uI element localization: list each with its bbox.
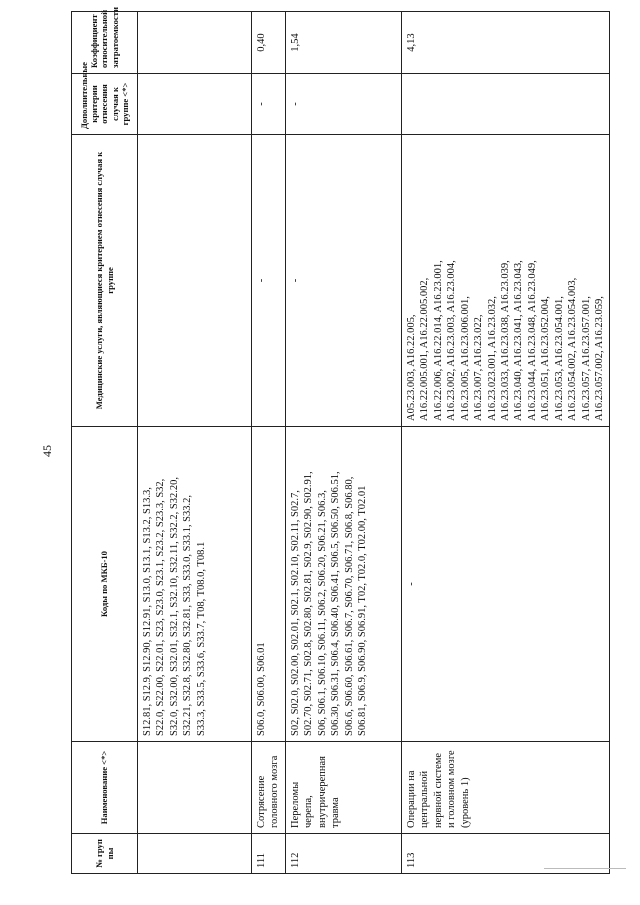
svc-line: A16.23.007, A16.23.022, <box>473 314 485 421</box>
page-number: 45 <box>40 445 54 457</box>
icd-line: S06, S06.1, S06.10, S06.11, S06.2, S06.20, S06.21, S06.3, <box>316 490 328 736</box>
header-additional-criteria: Дополнительные критерии отнесения случая к группе <*> <box>72 74 138 135</box>
table-grid <box>71 7 610 874</box>
cell-additional-criteria <box>138 74 252 135</box>
icd-line: - <box>405 582 417 586</box>
cell-cost-coefficient: 0,40 <box>252 12 286 74</box>
cell-group-number: 111 <box>252 834 286 874</box>
cell-name <box>138 742 252 834</box>
cell-group-number: 113 <box>401 834 610 874</box>
svc-line: A16.23.005, A16.23.006.001, <box>459 296 471 421</box>
svc-line: A16.22.006, A16.22.014, A16.23.001, <box>432 260 444 421</box>
header-icd-codes: Коды по МКБ-10 <box>72 427 138 742</box>
svc-line: A16.23.023.001, A16.23.032, <box>486 296 498 421</box>
cell-medical-services <box>401 135 610 427</box>
cell-icd-codes <box>252 427 286 742</box>
cell-icd-codes <box>285 427 401 742</box>
cell-medical-services <box>138 135 252 427</box>
icd-line: S33.3, S33.5, S33.6, S33.7, T08, T08.0, T08.1 <box>195 541 207 736</box>
svc-line: A16.23.040, A16.23.041, A16.23.043, <box>513 260 525 421</box>
icd-line: S06.0, S06.00, S06.01 <box>256 642 267 736</box>
svc-line: A16.23.033, A16.23.038, A16.23.039, <box>499 260 511 421</box>
table-row-group-111 <box>252 12 286 874</box>
icd-line: S06.81, S06.9, S06.90, S06.91, T02, T02.0, T02.00, T02.01 <box>357 485 369 736</box>
svc-line: A16.23.044, A16.23.048, A16.23.049, <box>526 260 538 421</box>
icd-line: S32.0, S32.00, S32.01, S32.1, S32.10, S32.11, S32.2, S32.20, <box>168 477 180 736</box>
table-row-group-113 <box>401 12 610 874</box>
header-group-number: № груп пы <box>72 834 138 874</box>
cell-name: Операции на центральной нервной системе и головном мозге (уровень 1) <box>401 742 610 834</box>
icd-line: S06.30, S06.31, S06.4, S06.40, S06.41, S06.5, S06.50, S06.51, <box>330 471 342 736</box>
svc-line: A16.23.057.002, A16.23.059, <box>594 296 605 421</box>
svc-line: - <box>289 278 301 283</box>
svc-line: A16.23.051, A16.23.052.004, <box>540 296 552 421</box>
cell-icd-codes <box>401 427 610 742</box>
tariff-groups-table <box>71 7 605 874</box>
svc-line: A16.22.005.001, A16.22.005.002, <box>419 277 431 421</box>
icd-line: S06.6, S06.60, S06.61, S06.7, S06.70, S06.71, S06.8, S06.80, <box>343 476 355 736</box>
page-edge-rule <box>544 868 626 869</box>
icd-line: S12.81, S12.9, S12.90, S12.91, S13.0, S13.1, S13.2, S13.3, <box>142 487 153 736</box>
table-row-continuation <box>138 12 252 874</box>
svc-line: A16.23.002, A16.23.003, A16.23.004, <box>446 260 458 421</box>
cell-additional-criteria: - <box>285 74 401 135</box>
svc-line: A05.23.003, A16.22.005, <box>405 314 417 421</box>
cell-name: Сотрясение головного мозга <box>252 742 286 834</box>
svc-line: - <box>256 278 267 283</box>
icd-line: S22.0, S22.00, S22.01, S23, S23.0, S23.1, S23.2, S23.3, S32, <box>155 478 167 736</box>
icd-line: S02.70, S02.71, S02.8, S02.80, S02.81, S02.9, S02.90, S02.91, <box>303 471 315 736</box>
svc-line: A16.23.054.002, A16.23.054.003, <box>567 277 579 421</box>
icd-line: S32.21, S32.8, S32.80, S32.81, S33, S33.0, S33.1, S33.2, <box>182 495 194 736</box>
header-cost-coefficient: Коэффициент относительной затратоемкости <box>72 12 138 74</box>
cell-group-number: 112 <box>285 834 401 874</box>
header-medical-services: Медицинские услуги, являющиеся критерием отнесения случая к группе <box>72 135 138 427</box>
cell-cost-coefficient: 1,54 <box>285 12 401 74</box>
cell-medical-services <box>252 135 286 427</box>
cell-additional-criteria: - <box>252 74 286 135</box>
header-name: Наименование <*> <box>72 742 138 834</box>
svc-line: A16.23.057, A16.23.057.001, <box>580 296 592 421</box>
cell-additional-criteria <box>401 74 610 135</box>
cell-group-number <box>138 834 252 874</box>
cell-icd-codes <box>138 427 252 742</box>
svc-line: A16.23.053, A16.23.054.001, <box>553 296 565 421</box>
icd-line: S02, S02.0, S02.00, S02.01, S02.1, S02.10, S02.11, S02.7, <box>289 490 301 736</box>
cell-cost-coefficient: 4,13 <box>401 12 610 74</box>
cell-medical-services <box>285 135 401 427</box>
table-header-row <box>72 12 138 874</box>
cell-cost-coefficient <box>138 12 252 74</box>
cell-name: Переломы черепа, внутричерепная травма <box>285 742 401 834</box>
table-row-group-112 <box>285 12 401 874</box>
